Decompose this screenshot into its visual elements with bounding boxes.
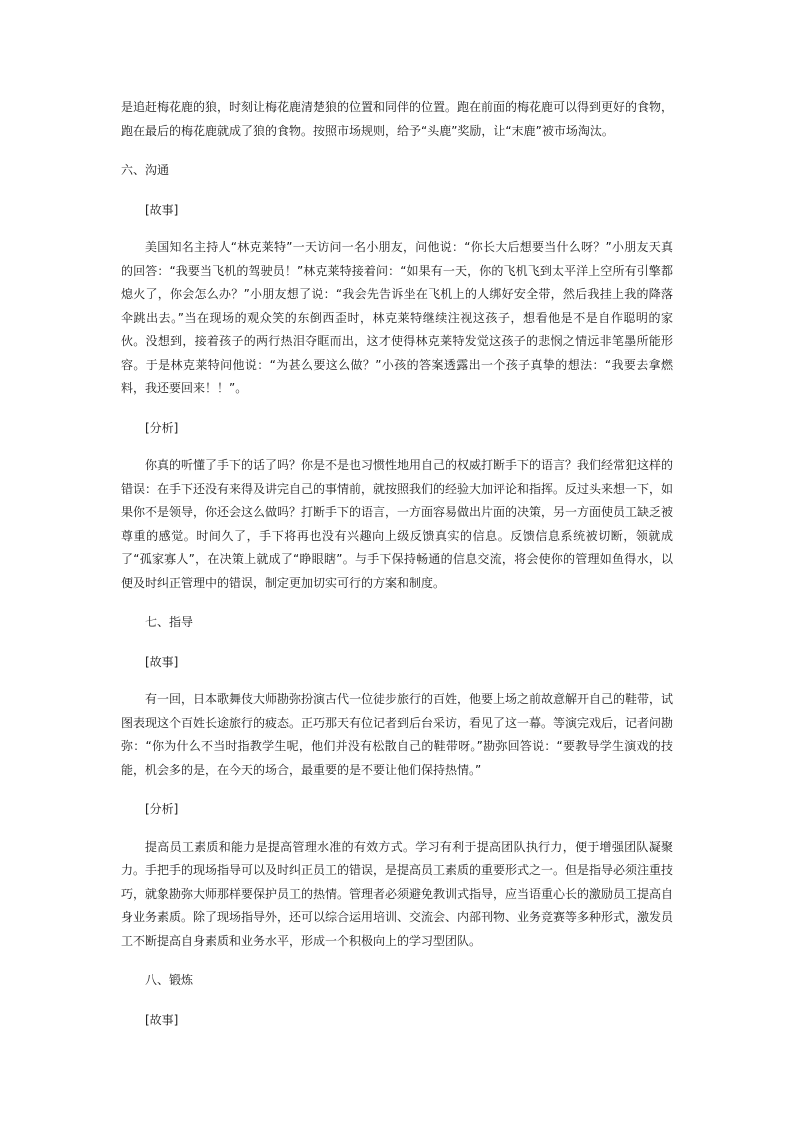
analysis-paragraph: 提高员工素质和能力是提高管理水准的有效方式。学习有利于提高团队执行力，便于增强团队凝聚力。手把手的现场指导可以及时纠正员工的错误，是提高员工素质的重要形式之一。但是指导必须注重技巧，就象勘弥大师那样要保护员工的热情。管理者必须避免教训式指导，应当语重心长的激励员工提高自身业务素质。除了现场指导外，还可以综合运用培训、交流会、内部刊物、业务竞赛等多种形式，激发员工不断提高自身素质和业务水平，形成一个积极向上的学习型团队。 [121, 839, 674, 948]
section-heading-training: 八、锻炼 [145, 973, 194, 987]
analysis-paragraph: 你真的听懂了手下的话了吗？你是不是也习惯性地用自己的权威打断手下的语言？我们经常犯这样的错误：在手下还没有来得及讲完自己的事情前，就按照我们的经验大加评论和指挥。反过头来想一下，如果你不是领导，你还会这么做吗？打断手下的语言，一方面容易做出片面的决策，另一方面使员工缺乏被尊重的感觉。时间久了，手下将再也没有兴趣向上级反馈真实的信息。反馈信息系统被切断，领就成了“孤家寡人”，在决策上就成了“睁眼瞎”。与手下保持畅通的信息交流，将会使你的管理如鱼得水，以便及时纠正管理中的错误，制定更加切实可行的方案和制度。 [121, 458, 674, 590]
document-page [121, 96, 673, 1032]
story-paragraph: 有一回，日本歌舞伎大师勘弥扮演古代一位徒步旅行的百姓，他要上场之前故意解开自己的鞋带，试图表现这个百姓长途旅行的疲态。正巧那天有位记者到后台采访，看见了这一幕。等演完戏后，记者问勘弥：“你为什么不当时指教学生呢，他们并没有松散自己的鞋带呀。”勘弥回答说：“要教导学生演戏的技能，机会多的是，在今天的场合，最重要的是不要让他们保持热情。” [121, 692, 674, 777]
story-label: [故事] [145, 654, 179, 669]
analysis-label: [分析] [145, 420, 179, 435]
intro-paragraph: 是追赶梅花鹿的狼，时刻让梅花鹿清楚狼的位置和同伴的位置。跑在前面的梅花鹿可以得到更好的食物，跑在最后的梅花鹿就成了狼的食物。按照市场规则，给予“头鹿”奖励，让“末鹿”被市场淘汰。 [121, 100, 674, 138]
story-label: [故事] [145, 1012, 179, 1027]
story-paragraph: 美国知名主持人“林克莱特”一天访问一名小朋友，问他说：“你长大后想要当什么呀？”小朋友天真的回答：“我要当飞机的驾驶员！”林克莱特接着问：“如果有一天，你的飞机飞到太平洋上空所有引擎都熄火了，你会怎么办？”小朋友想了说：“我会先告诉坐在飞机上的人绑好安全带，然后我挂上我的降落伞跳出去。”当在现场的观众笑的东倒西歪时，林克莱特继续注视这孩子，想看他是不是自作聪明的家伙。没想到，接着孩子的两行热泪夺眶而出，这才使得林克莱特发觉这孩子的悲悯之情远非笔墨所能形容。于是林克莱特问他说：“为甚么要这么做？”小孩的答案透露出一个孩子真挚的想法：“我要去拿燃料，我还要回来！！”。 [121, 240, 673, 395]
analysis-label: [分析] [145, 802, 179, 816]
section-heading-communication: 六、沟通 [121, 163, 170, 177]
story-label: [故事] [145, 202, 179, 217]
section-heading-guidance: 七、指导 [145, 615, 194, 629]
